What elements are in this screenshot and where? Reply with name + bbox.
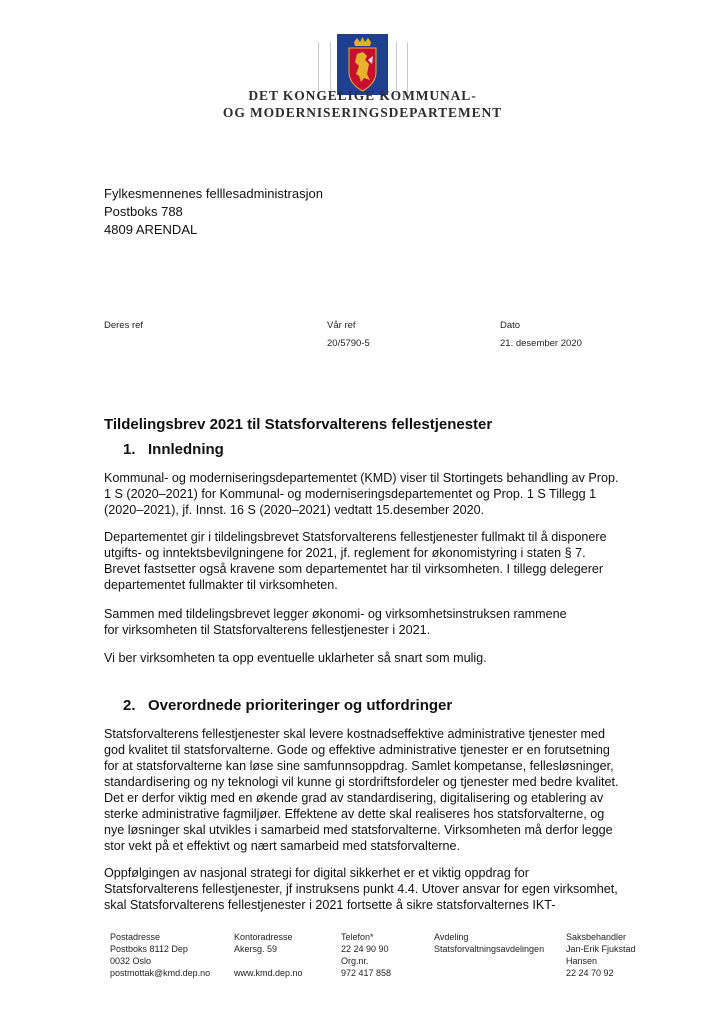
var-ref-label: Vår ref [327,320,356,331]
paragraph-line: for virksomheten til Statsforvalterens fellestjenester i 2021. [104,623,431,637]
recipient-name: Fylkesmennenes felllesadministrasjon [104,186,323,201]
paragraph-3 [104,606,664,638]
footer-phone-column [341,931,391,979]
footer-caseworker-name1: Jan-Erik Fjukstad [566,944,636,954]
paragraph-line: Statsforvalterens fellestjenester, jf instruksens punkt 4.4. Utover ansvar for egen virksomhet, [104,882,618,896]
section-1-heading [123,441,224,458]
recipient-address [104,185,323,239]
footer-orgnr-value: 972 417 858 [341,968,392,978]
paragraph-1 [104,470,664,518]
paragraph-4 [104,650,664,666]
paragraph-line: Kommunal- og moderniseringsdepartementet (KMD) viser til Stortingets behandling av Prop. [104,471,619,485]
recipient-address-line1: Postboks 788 [104,204,183,219]
deres-ref-label: Deres ref [104,320,144,331]
footer-office-street: Akersg. 59 [234,944,278,954]
var-ref-value: 20/5790-5 [327,338,370,349]
footer-department-column [434,931,544,955]
paragraph-line: Det er derfor viktig med en økende grad av standardisering, digitalisering og etablering av [104,791,604,805]
footer-caseworker-name2: Hansen [566,956,598,966]
paragraph-line: Vi ber virksomheten ta opp eventuelle uklarheter så snart som mulig. [104,651,487,665]
footer-postal-box: Postboks 8112 Dep [110,944,188,954]
section-1-title: Innledning [148,441,224,458]
section-2-heading [123,697,452,714]
footer-caseworker-label: Saksbehandler [566,932,627,942]
paragraph-line: departementet fullmakter til virksomheten. [104,578,338,592]
paragraph-line: (2020–2021), jf. Innst. 16 S (2020–2021) vedtatt 15.desember 2020. [104,503,485,517]
paragraph-5 [104,726,664,854]
paragraph-line: 1 S (2020–2021) for Kommunal- og moderniseringsdepartementet og Prop. 1 S Tillegg 1 [104,487,597,501]
paragraph-line: stor vekt på et effektivt og nært samarbeid med statsforvalterne. [104,839,461,853]
footer-caseworker-column [566,931,636,979]
paragraph-line: skal Statsforvalterens fellestjenester i 2021 fortsette å sikre statsforvalternes IKT- [104,898,556,912]
ministry-name-line1: DET KONGELIGE KOMMUNAL- [248,88,477,103]
footer-phone-label: Telefon* [341,932,374,942]
footer-office-blank [234,955,303,967]
section-2-number: 2. [123,697,136,714]
paragraph-line: nye løsninger skal utvikles i samarbeid med statsforvalterne. Virksomheten må derfor legge [104,823,613,837]
section-2-title: Overordnede prioriteringer og utfordringer [148,697,453,714]
paragraph-2 [104,529,664,593]
paragraph-line: god kvalitet til statsforvalterne. Gode og effektive administrative tjenester er en forutsetning [104,743,610,757]
paragraph-line: Statsforvalterens fellestjenester skal levere kostnadseffektive administrative tjenester med [104,727,605,741]
footer-postal-column [110,931,210,979]
paragraph-line: for at statsforvalterne kan løse sine samfunnsoppdrag. Samlet kompetanse, fellesløsninger, [104,759,614,773]
paragraph-6 [104,865,664,913]
footer-caseworker-phone: 22 24 70 92 [566,968,614,978]
footer-office-label: Kontoradresse [234,932,293,942]
footer-office-column [234,931,303,979]
footer-postal-label: Postadresse [110,932,161,942]
footer-email: postmottak@kmd.dep.no [110,968,211,978]
paragraph-line: Oppfølgingen av nasjonal strategi for digital sikkerhet er et viktig oppdrag for [104,866,529,880]
paragraph-line: Brevet fastsetter også kravene som departementet har til virksomheten. I tillegg delegerer [104,562,604,576]
paragraph-line: utgifts- og inntektsbevilgningene for 2021, jf. reglement for økonomistyring i staten § 7. [104,546,586,560]
footer-department-label: Avdeling [434,932,469,942]
date-value: 21. desember 2020 [500,338,582,349]
recipient-address-line2: 4809 ARENDAL [104,222,198,237]
paragraph-line: Departementet gir i tildelingsbrevet Statsforvalterens fellestjenester fullmakt til å disponere [104,530,607,544]
paragraph-line: Sammen med tildelingsbrevet legger økonomi- og virksomhetsinstruksen rammene [104,607,567,621]
paragraph-line: standardisering og ny teknologi vil kunne gi stordriftsfordeler og tjenester med bedre kvalitet. [104,775,619,789]
footer-phone-value: 22 24 90 90 [341,944,389,954]
section-1-number: 1. [123,441,136,458]
ministry-name-line2: OG MODERNISERINGSDEPARTEMENT [222,105,503,120]
footer-website: www.kmd.dep.no [234,968,303,978]
footer-department-value: Statsforvaltningsavdelingen [434,944,545,954]
footer-orgnr-label: Org.nr. [341,956,369,966]
letter-title: Tildelingsbrev 2021 til Statsforvalterens fellestjenester [104,416,493,433]
norwegian-coat-of-arms-icon [337,34,388,95]
paragraph-line: sterke administrative fagmiljøer. Effektene av dette skal realiseres hos statsforvalterne, og [104,807,605,821]
date-label: Dato [500,320,521,331]
footer-postal-city: 0032 Oslo [110,956,152,966]
